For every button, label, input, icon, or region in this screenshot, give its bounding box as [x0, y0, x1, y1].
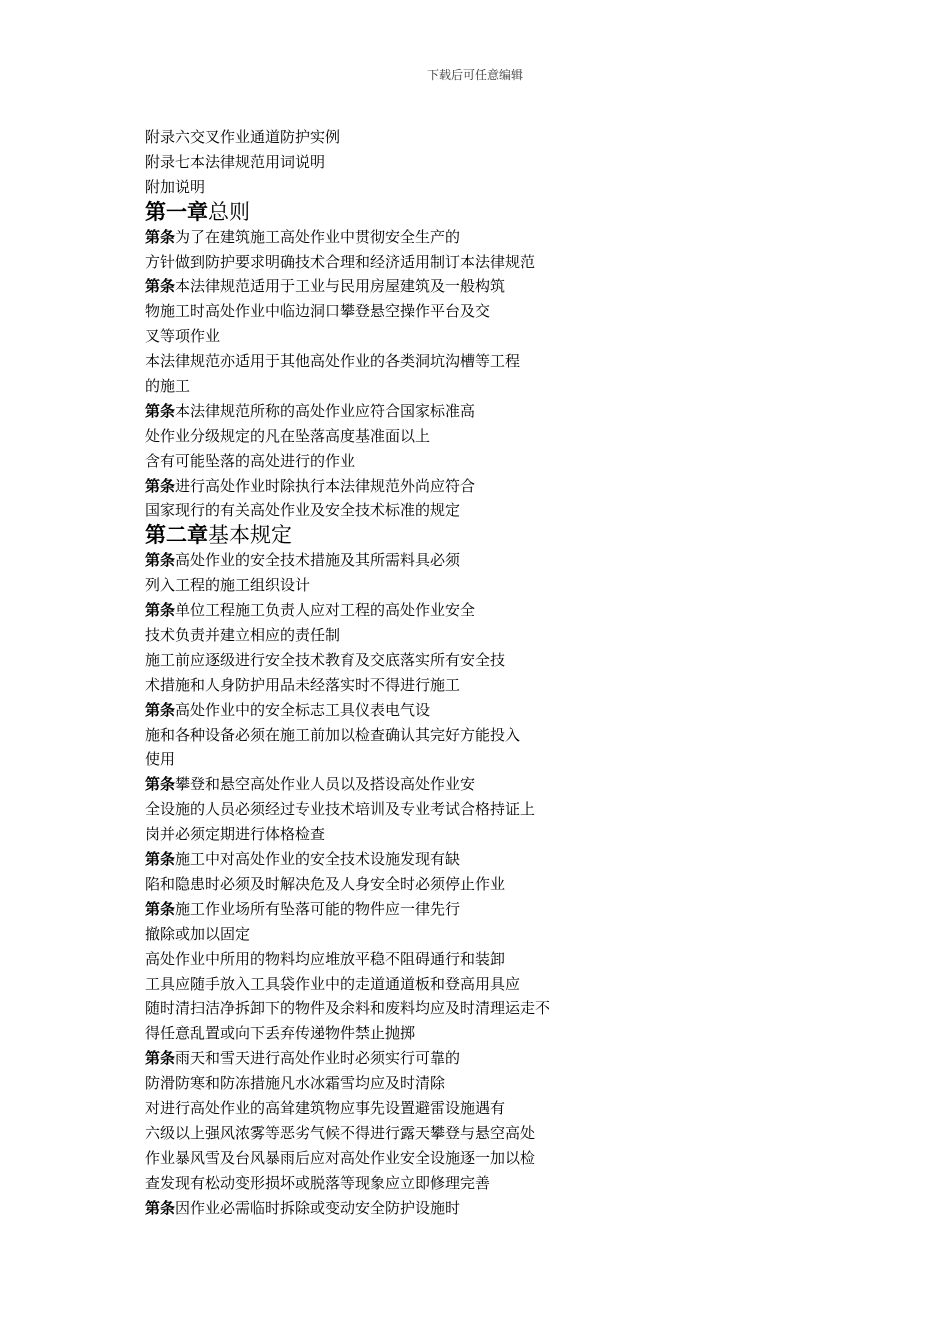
text-line	[145, 698, 625, 723]
chapter-heading	[145, 523, 625, 548]
text-line	[145, 299, 625, 324]
text-line	[145, 623, 625, 648]
line-text: 得任意乱置或向下丢弃传递物件禁止抛掷	[145, 1024, 416, 1043]
line-text: 使用	[145, 750, 176, 769]
text-line	[145, 947, 625, 972]
chapter-title: 基本规定	[208, 523, 292, 548]
text-line	[145, 250, 625, 275]
chapter-number: 第二章	[145, 523, 208, 548]
line-text: 的施工	[145, 377, 191, 396]
line-text: 高处作业的安全技术措施及其所需料具必须	[175, 551, 461, 570]
line-text: 陷和隐患时必须及时解决危及人身安全时必须停止作业	[145, 874, 506, 893]
article-label: 第条	[145, 775, 176, 794]
line-text: 叉等项作业	[145, 327, 221, 346]
article-label: 第条	[145, 277, 176, 296]
text-line	[145, 175, 625, 200]
text-line	[145, 324, 625, 349]
text-line	[145, 972, 625, 997]
article-label: 第条	[145, 899, 176, 918]
line-text: 列入工程的施工组织设计	[145, 576, 311, 595]
text-line	[145, 1171, 625, 1196]
chapter-title: 总则	[208, 199, 250, 224]
text-line	[145, 822, 625, 847]
chapter-number: 第一章	[145, 199, 208, 224]
text-line	[145, 648, 625, 673]
line-text: 本法律规范亦适用于其他高处作业的各类洞坑沟槽等工程	[145, 352, 521, 371]
line-text: 随时清扫洁净拆卸下的物件及余料和废料均应及时清理运走不	[145, 999, 551, 1018]
line-text: 附加说明	[145, 177, 206, 196]
line-text: 雨天和雪天进行高处作业时必须实行可靠的	[175, 1049, 461, 1068]
text-line	[145, 399, 625, 424]
line-text: 查发现有松动变形损坏或脱落等现象应立即修理完善	[145, 1173, 491, 1192]
line-text: 技术负责并建立相应的责任制	[145, 626, 341, 645]
line-text: 工具应随手放入工具袋作业中的走道通道板和登高用具应	[145, 974, 521, 993]
page-header: 下载后可任意编辑	[426, 68, 523, 82]
line-text: 施工前应逐级进行安全技术教育及交底落实所有安全技	[145, 650, 506, 669]
line-text: 为了在建筑施工高处作业中贯彻安全生产的	[175, 227, 461, 246]
line-text: 全设施的人员必须经过专业技术培训及专业考试合格持证上	[145, 800, 536, 819]
text-line	[145, 349, 625, 374]
line-text: 附录六交叉作业通道防护实例	[145, 128, 341, 146]
text-line	[145, 374, 625, 399]
article-label: 第条	[145, 401, 176, 420]
text-line	[145, 922, 625, 947]
line-text: 撤除或加以固定	[145, 924, 251, 943]
line-text: 含有可能坠落的高处进行的作业	[145, 451, 356, 470]
article-label: 第条	[145, 476, 176, 495]
text-line	[145, 150, 625, 175]
text-line	[145, 1121, 625, 1146]
line-text: 作业暴风雪及台风暴雨后应对高处作业安全设施逐一加以检	[145, 1148, 536, 1167]
text-line	[145, 847, 625, 872]
line-text: 附录七本法律规范用词说明	[145, 152, 326, 171]
line-text: 因作业必需临时拆除或变动安全防护设施时	[175, 1198, 461, 1217]
line-text: 方针做到防护要求明确技术合理和经济适用制订本法律规范	[145, 252, 536, 271]
text-line	[145, 424, 625, 449]
line-text: 六级以上强风浓雾等恶劣气候不得进行露天攀登与悬空高处	[145, 1123, 536, 1142]
text-line	[145, 797, 625, 822]
text-line	[145, 573, 625, 598]
text-line	[145, 1096, 625, 1121]
line-text: 高处作业中所用的物料均应堆放平稳不阻碍通行和装卸	[145, 949, 506, 968]
line-text: 物施工时高处作业中临边洞口攀登悬空操作平台及交	[145, 302, 491, 321]
text-line	[145, 996, 625, 1021]
line-text: 对进行高处作业的高耸建筑物应事先设置避雷设施遇有	[145, 1098, 506, 1117]
text-line	[145, 1046, 625, 1071]
article-label: 第条	[145, 601, 176, 620]
line-text: 术措施和人身防护用品未经落实时不得进行施工	[145, 675, 461, 694]
article-label: 第条	[145, 850, 176, 869]
line-text: 国家现行的有关高处作业及安全技术标准的规定	[145, 501, 461, 520]
line-text: 单位工程施工负责人应对工程的高处作业安全	[175, 601, 476, 620]
line-text: 处作业分级规定的凡在坠落高度基准面以上	[145, 426, 431, 445]
text-line	[145, 498, 625, 523]
article-label: 第条	[145, 227, 176, 246]
text-line	[145, 747, 625, 772]
article-label: 第条	[145, 551, 176, 570]
line-text: 防滑防寒和防冻措施凡水冰霜雪均应及时清除	[145, 1074, 446, 1093]
text-line	[145, 1021, 625, 1046]
article-label: 第条	[145, 700, 176, 719]
line-text: 进行高处作业时除执行本法律规范外尚应符合	[175, 476, 476, 495]
line-text: 高处作业中的安全标志工具仪表电气设	[175, 700, 431, 719]
text-line	[145, 1071, 625, 1096]
line-text: 攀登和悬空高处作业人员以及搭设高处作业安	[175, 775, 476, 794]
line-text: 施工作业场所有坠落可能的物件应一律先行	[175, 899, 461, 918]
article-label: 第条	[145, 1198, 176, 1217]
text-line	[145, 225, 625, 250]
article-label: 第条	[145, 1049, 176, 1068]
line-text: 岗并必须定期进行体格检查	[145, 825, 326, 844]
text-line	[145, 723, 625, 748]
text-line	[145, 673, 625, 698]
line-text: 施工中对高处作业的安全技术设施发现有缺	[175, 850, 461, 869]
document-body	[145, 125, 625, 1220]
line-text: 本法律规范适用于工业与民用房屋建筑及一般构筑	[175, 277, 506, 296]
text-line	[145, 897, 625, 922]
text-line	[145, 474, 625, 499]
chapter-heading	[145, 200, 625, 225]
text-line	[145, 548, 625, 573]
line-text: 本法律规范所称的高处作业应符合国家标准高	[175, 401, 476, 420]
text-line	[145, 872, 625, 897]
text-line	[145, 772, 625, 797]
text-line	[145, 598, 625, 623]
text-line	[145, 449, 625, 474]
text-line	[145, 125, 625, 150]
line-text: 施和各种设备必须在施工前加以检查确认其完好方能投入	[145, 725, 521, 744]
text-line	[145, 274, 625, 299]
text-line	[145, 1146, 625, 1171]
text-line	[145, 1196, 625, 1221]
